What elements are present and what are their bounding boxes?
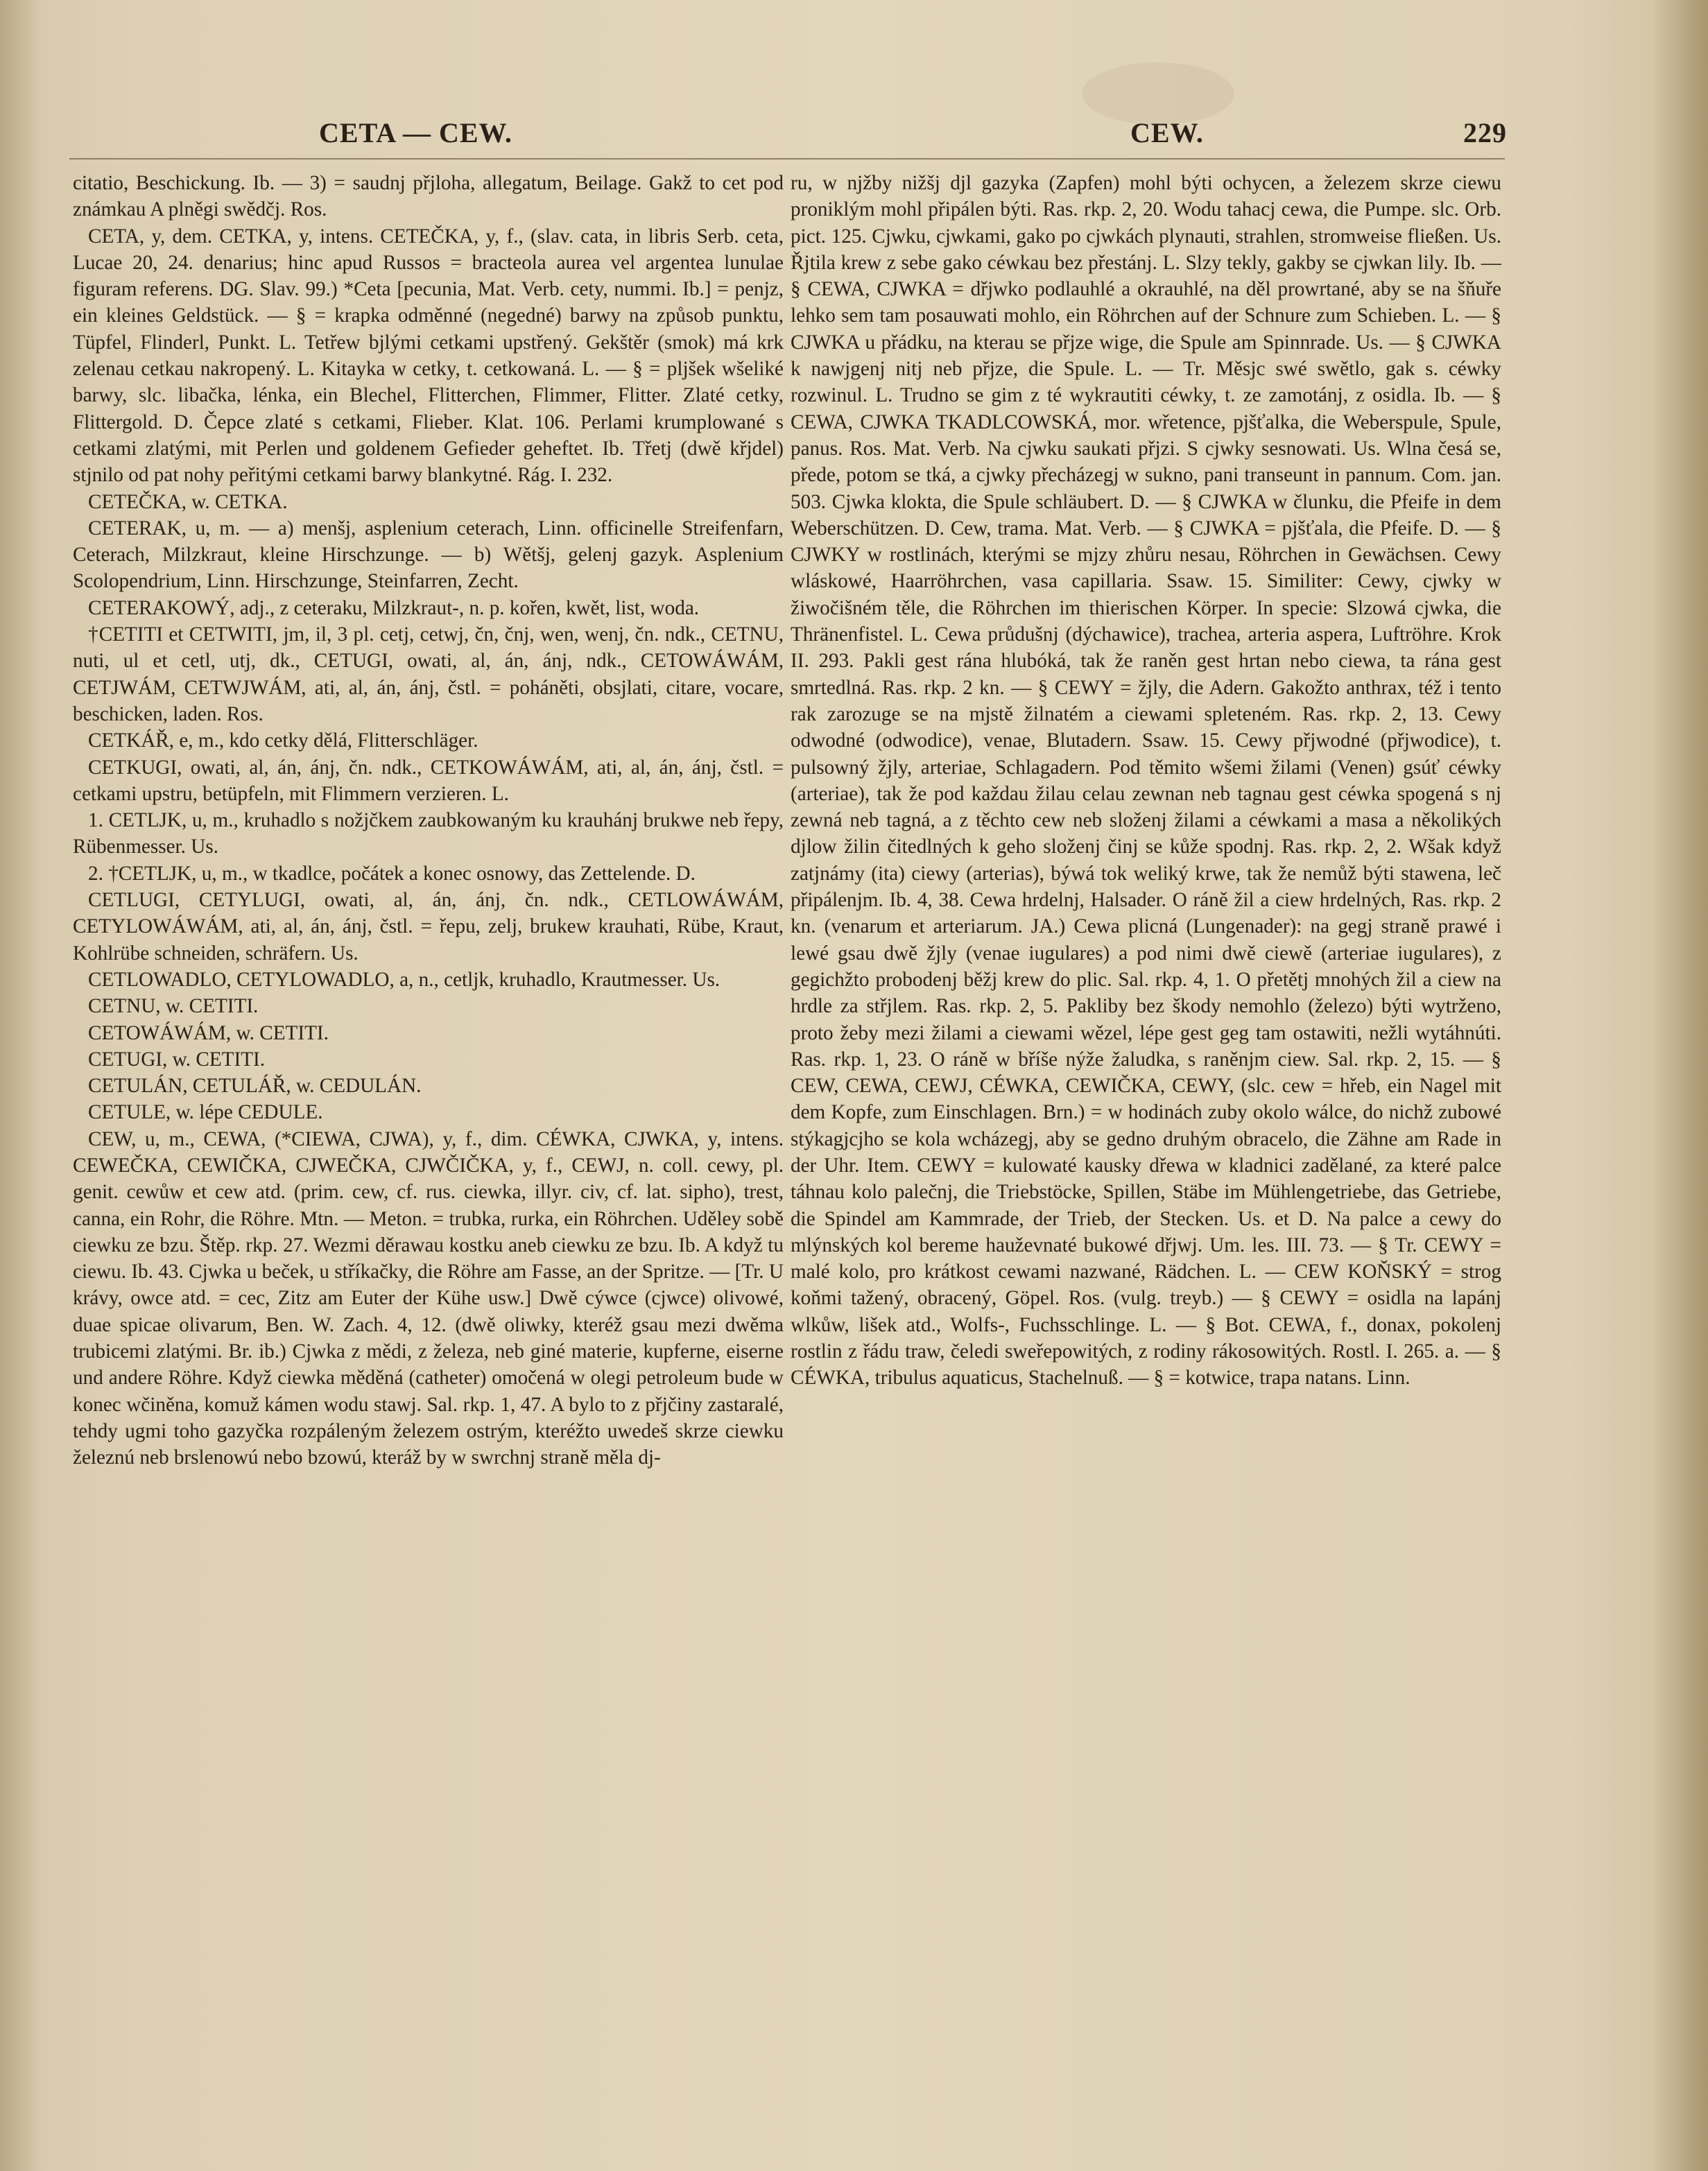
paper-stain <box>1082 62 1234 125</box>
entry-paragraph: CETKÁŘ, e, m., kdo cetky dělá, Flitterschläger. <box>88 729 478 752</box>
running-head-right: CEW. <box>1130 117 1204 148</box>
entry-paragraph: CETA, y, dem. CETKA, y, intens. CETEČKA, y, f., (slav. cata, in libris Serb. ceta, Lucae 20, 24. denarius; hinc apud Russos = bracteola aurea vel argentea lunulae figuram referens. DG. Slav. 99.) *Ceta [pecunia, Mat. Verb. cety, nummi. Ib.] = penjz, ein kleines Geldstück. — § = krapka odměnné (negedné) barwy na způsob punktu, Tüpfel, Flinderl, Punkt. L. Tetřew bjlými cetkami upstřený. Gekštěr (smok) má krk zelenau cetkau nakropený. L. Kitayka w cetky, t. cetkowaná. L. — § = pljšek wšeliké barwy, slc. libačka, lénka, ein Blechel, Flitterchen, Flimmer, Flitter. Zlaté cetky, Flittergold. D. Čepce zlaté s cetkami, Flieber. Klat. 106. Perlami krumplowané s cetkami zlatými, mit Perlen und goldenem Gefieder geheftet. Ib. Třetj (dwě křjdel) stjnilo od pat nohy peřitými cetkami barwy blankytné. Rág. I. 232. <box>73 225 784 487</box>
entry-paragraph: CETNU, w. CETITI. <box>88 995 259 1018</box>
header-rule <box>69 158 1505 159</box>
entry-paragraph: ru, w njžby nižšj djl gazyka (Zapfen) mohl býti ochycen, a železem skrze ciewu proniklým mohl připálen býti. Ras. rkp. 2, 20. Wodu tahacj cewa, die Pumpe. slc. Orb. pict. 125. Cjwku, cjwkami, gako po cjwkách plynauti, strahlen, stromweise fließen. Us. Řjtila krew z sebe gako céwkau bez přestánj. L. Slzy tekly, gakby se cjwkan lily. Ib. — § CEWA, CJWKA = dřjwko podlauhlé a okrauhlé, na děl prowrtané, aby se na šňuře lehko sem tam posauwati mohlo, ein Röhrchen auf der Schnure zum Schieben. L. — § CJWKA u přádku, na kterau se přjze wige, die Spule am Spinnrade. Us. — § CJWKA k nawjgenj nitj neb přjze, die Spule. L. — Tr. Měsjc swé swětlo, gak s. céwky rozwinul. L. Trudno se gim z té wykrautiti céwky, t. ze zamotánj, z osidla. Ib. — § CEWA, CJWKA TKADLCOWSKÁ, mor. wřetence, pjšťalka, die Weberspule, Spule, panus. Ros. Mat. Verb. Na cjwku saukati přjzi. S cjwky sesnowati. Us. Wlna česá se, přede, potom se tká, a cjwky přecházegj w sukno, pani transeunt in pannum. Com. jan. 503. Cjwka klokta, die Spule schläubert. D. — § CJWKA w člunku, die Pfeife in dem Weberschützen. D. Cew, trama. Mat. Verb. — § CJWKA = pjšťala, die Pfeife. D. — § CJWKY w rostlinách, kterými se mjzy zhůru nesau, Röhrchen in Gewächsen. Cewy wláskowé, Haarröhrchen, vasa capillaria. Ssaw. 15. Similiter: Cewy, cjwky w žiwočišném těle, die Röhrchen im thierischen Körper. In specie: Slzowá cjwka, die Thränenfistel. L. Cewa průdušnj (dýchawice), trachea, arteria aspera, Luftröhre. Krok II. 293. Pakli gest rána hlubóká, tak že raněn gest hrtan nebo ciewa, ta rána gest smrtedlná. Ras. rkp. 2 kn. — § CEWY = žjly, die Adern. Gakožto anthrax, též i tento rak zarozuge se na mjstě žilnatém a ciewami spleteném. Ras. rkp. 2, 13. Cewy odwodné (odwodice), venae, Blutadern. Ssaw. 15. Cewy přjwodné (přjwodice), t. pulsowný žjly, arteriae, Schlagadern. Pod těmito wšemi žilami (Venen) gsúť céwky (arteriae), tak že pod každau žilau celau zewnan neb tagnau gest céwka spogená s nj zewná neb tagná, a z těchto cew neb složenj žilami a céwkami a masa a několikých djlow žilin čitedlných k geho složenj činj se kůže spodnj. Ras. rkp. 2, 2. Wšak když zatjnámy (ita) ciewy (arterias), býwá tok weliký krwe, tak že nemůž býti stawena, leč připálenjm. Ib. 4, 38. Cewa hrdelnj, Halsader. O ráně žil a ciew hrdelných, Ras. rkp. 2 kn. (venarum et arteriarum. JA.) Cewa plicná (Lungenader): na gegj straně prawé i lewé gsau dwě žjly (venae iugulares) a pod nimi dwě ciewě (arteriae iugulares), z gegichžto probodenj běžj krew do plic. Sal. rkp. 4, 1. O přetětj mnohých žil a ciew na hrdle za střjlem. Ras. rkp. 2, 5. Pakliby bez škody nemohlo (železo) býti wytrženo, proto žeby mezi žilami a ciewami wězel, lépe gest geg tam ostawiti, nežli wytáhnúti. Ras. rkp. 1, 23. O ráně w bříše nýže žaludka, s raněnjm ciew. Sal. rkp. 2, 15. — § CEW, CEWA, CEWJ, CÉWKA, CEWIČKA, CEWY, (slc. cew = hřeb, ein Nagel mit dem Kopfe, zum Einschlagen. Brn.) = w hodinách zuby okolo wálce, do nichž zubowé stýkagjcjho se kola wcházegj, aby se gedno druhým obracelo, die Zähne am Rade in der Uhr. Item. CEWY = kulowaté kausky dřewa w kladnici zadělané, za které palce táhnau kolo palečnj, die Triebstöcke, Spillen, Stäbe im Mühlengetriebe, das Getriebe, die Spindel am Kammrade, der Trieb, der Stecken. Us. et D. Na palce a cewy do mlýnských kol bereme hauževnaté bukowé dřjwj. Um. les. III. 73. — § Tr. CEWY = malé kolo, pro krátkost cewami nazwané, Rädchen. L. — CEW KOŇSKÝ = strog koňmi tažený, obracený, Göpel. Ros. (vulg. treyb.) — § CEWY = osidla na lapánj wlkůw, lišek atd., Wolfs-, Fuchsschlinge. L. — § Bot. CEWA, f., donax, pokolenj rostlin z řádu traw, čeledi sweřepowitých, z rodiny rákosowitých. Rostl. I. 265. a. — § CÉWKA, tribulus aquaticus, Stachelnuß. — § = kotwice, trapa natans. Linn. <box>791 172 1501 1390</box>
right-column <box>791 170 1501 1392</box>
entry-paragraph: CETULÁN, CETULÁŘ, w. CEDULÁN. <box>88 1075 422 1098</box>
entry-paragraph: CETLOWADLO, CETYLOWADLO, a, n., cetljk, kruhadlo, Krautmesser. Us. <box>88 968 721 991</box>
entry-paragraph: CETEČKA, w. CETKA. <box>88 490 288 513</box>
entry-paragraph: CETUGI, w. CETITI. <box>88 1048 266 1071</box>
entry-paragraph: 2. †CETLJK, u, m., w tkadlce, počátek a konec osnowy, das Zettelende. D. <box>88 862 696 885</box>
left-column <box>73 170 784 1471</box>
page-shadow-left <box>0 0 42 2171</box>
entry-paragraph: CETULE, w. lépe CEDULE. <box>88 1101 323 1124</box>
entry-paragraph: CETKUGI, owati, al, án, ánj, čn. ndk., CETKOWÁWÁM, ati, al, án, ánj, čstl. = cetkami upstru, betüpfeln, mit Flimmern verzieren. L. <box>73 756 784 805</box>
entry-paragraph: CETLUGI, CETYLUGI, owati, al, án, ánj, čn. ndk., CETLOWÁWÁM, CETYLOWÁWÁM, ati, al, án, ánj, čstl. = řepu, zelj, brukew krauhati, Rübe, Kraut, Kohlrübe schneiden, schräfern. Us. <box>73 889 784 965</box>
page-shadow-right <box>1653 0 1708 2171</box>
running-head-left: CETA — CEW. <box>319 117 512 148</box>
entry-paragraph: CETERAK, u, m. — a) menšj, asplenium ceterach, Linn. officinelle Streifenfarn, Ceterach, Milzkraut, kleine Hirschzunge. — b) Wětšj, gelenj gazyk. Asplenium Scolopendrium, Linn. Hirschzunge, Steinfarren, Zecht. <box>73 517 784 593</box>
entry-paragraph: citatio, Beschickung. Ib. — 3) = saudnj přjloha, allegatum, Beilage. Gakž to cet pod známkau A plněgi swědčj. Ros. <box>73 172 784 221</box>
entry-paragraph: CETERAKOWÝ, adj., z ceteraku, Milzkraut-, n. p. kořen, kwět, list, woda. <box>88 596 700 619</box>
entry-paragraph: †CETITI et CETWITI, jm, il, 3 pl. cetj, cetwj, čn, čnj, wen, wenj, čn. ndk., CETNU, nuti, ul et cetl, utj, dk., CETUGI, owati, al, án, ánj, ndk., CETOWÁWÁM, CETJWÁM, CETWJWÁM, ati, al, án, ánj, čstl. = poháněti, obsjlati, citare, vocare, beschicken, laden. Ros. <box>73 623 784 725</box>
entry-paragraph: 1. CETLJK, u, m., kruhadlo s nožjčkem zaubkowaným ku krauhánj brukwe neb řepy, Rübenmesser. Us. <box>73 809 784 858</box>
page-number: 229 <box>1463 117 1507 148</box>
entry-paragraph: CEW, u, m., CEWA, (*CIEWA, CJWA), y, f., dim. CÉWKA, CJWKA, y, intens. CEWEČKA, CEWIČKA, CJWEČKA, CJWČIČKA, y, f., CEWJ, n. coll. cewy, pl. genit. cewůw et cew atd. (prim. cew, cf. rus. ciewka, illyr. civ, cf. lat. sipho), trest, canna, ein Rohr, die Röhre. Mtn. — Meton. = trubka, rurka, ein Röhrchen. Uděley sobě ciewku ze bzu. Štěp. rkp. 27. Wezmi děrawau kostku aneb ciewku ze bzu. Ib. A když tu ciewu. Ib. 43. Cjwka u beček, u stříkačky, die Röhre am Fasse, an der Spritze. — [Tr. U krávy, owce atd. = cec, Zitz am Euter der Kühe usw.] Dwě cýwce (cjwce) olivowé, duae spicae olivarum, Ben. W. Zach. 4, 12. (dwě oliwky, kteréž gsau mezi dwěma trubicemi zlatými. Br. ib.) Cjwka z mědi, z železa, neb giné materie, kupferne, eiserne und andere Röhre. Když ciewka měděná (catheter) omočená w olegi petroleum bude w konec wčiněna, komuž kámen wodu stawj. Sal. rkp. 1, 47. A bylo to z přjčiny zastaralé, tehdy ugmi toho gazyčka rozpáleným železem ostrým, kteréžto uwedeš skrze ciewku železnú neb brslenowú nebo bzowú, kteráž by w swrchnj straně měla dj- <box>73 1127 784 1469</box>
entry-paragraph: CETOWÁWÁM, w. CETITI. <box>88 1021 329 1044</box>
